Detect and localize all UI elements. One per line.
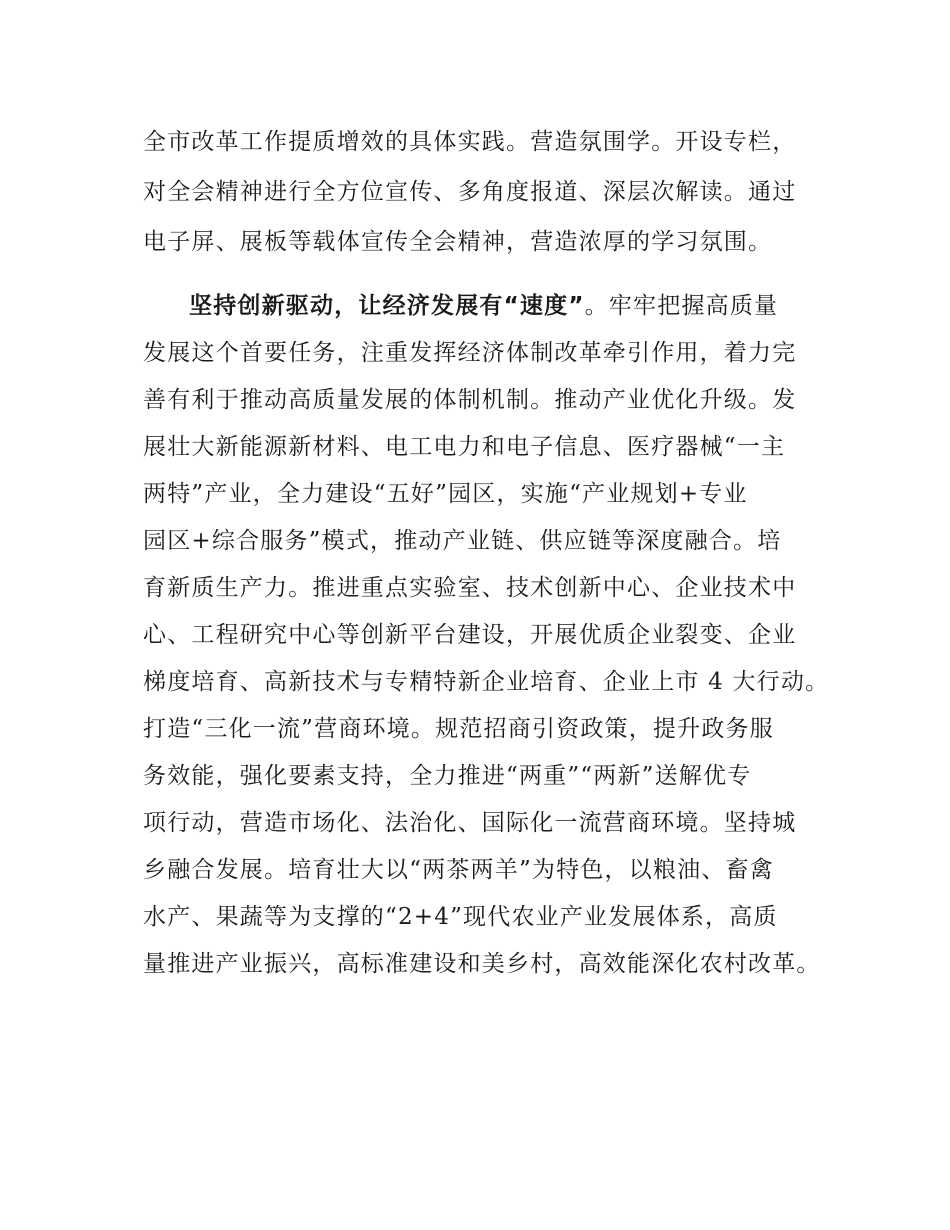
paragraph-line: 电子屏、展板等载体宣传全会精神，营造浓厚的学习氛围。 [143, 229, 773, 255]
paragraph-line: 心、工程研究中心等创新平台建设，开展优质企业裂变、企业 [143, 622, 797, 648]
paragraph-line: 善有利于推动高质量发展的体制机制。推动产业优化升级。发 [143, 387, 797, 413]
paragraph-line: 两特”产业，全力建设“五好”园区，实施“产业规划+专业 [143, 481, 748, 507]
paragraph-line: 水产、果蔬等为支撑的“2+4”现代农业产业发展体系，高质 [143, 904, 778, 930]
paragraph-line: 展壮大新能源新材料、电工电力和电子信息、医疗器械“一主 [143, 434, 786, 460]
paragraph-line: 全市改革工作提质增效的具体实践。营造氛围学。开设专栏， [143, 129, 797, 155]
paragraph-line: 发展这个首要任务，注重发挥经济体制改革牵引作用，着力完 [143, 340, 797, 366]
paragraph-heading-continuation: 。牢牢把握高质量 [584, 293, 779, 319]
paragraph-line: 打造“三化一流”营商环境。规范招商引资政策，提升政务服 [143, 716, 774, 742]
paragraph-line: 对全会精神进行全方位宣传、多角度报道、深层次解读。通过 [143, 179, 797, 205]
paragraph-line: 量推进产业振兴，高标准建设和美乡村，高效能深化农村改革。 [143, 951, 821, 977]
paragraph-line: 务效能，强化要素支持，全力推进“两重”“两新”送解优专 [143, 763, 752, 789]
paragraph-line: 乡融合发展。培育壮大以“两茶两羊”为特色，以粮油、畜禽 [143, 857, 774, 883]
paragraph-heading: 坚持创新驱动，让经济发展有“速度” [189, 293, 585, 319]
paragraph-line: 梯度培育、高新技术与专精特新企业培育、企业上市 4 大行动。 [143, 669, 830, 695]
paragraph-line: 育新质生产力。推进重点实验室、技术创新中心、企业技术中 [143, 575, 797, 601]
paragraph-line: 园区+综合服务”模式，推动产业链、供应链等深度融合。培 [143, 528, 782, 554]
paragraph-first-line [189, 291, 778, 321]
paragraph-line: 项行动，营造市场化、法治化、国际化一流营商环境。坚持城 [143, 810, 797, 836]
